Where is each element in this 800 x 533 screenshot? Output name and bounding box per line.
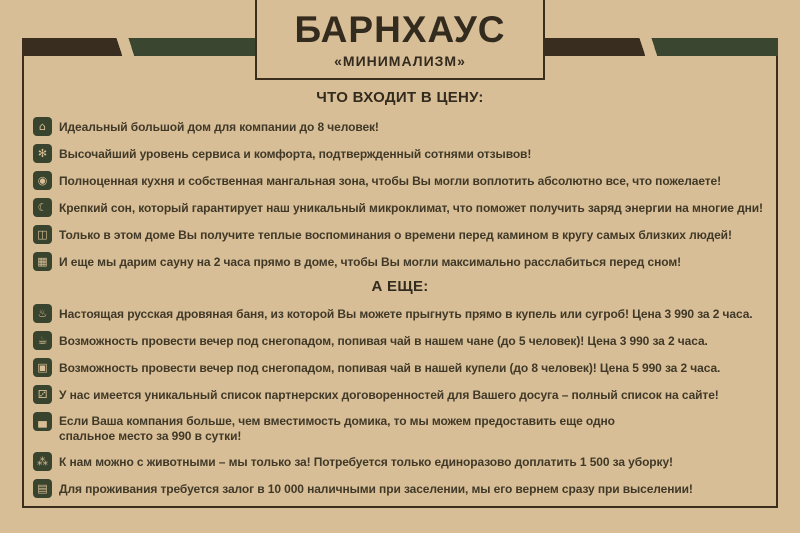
list-item [25,479,775,498]
tea-vat-icon: ☕ [33,331,52,350]
list-item-text: К нам можно с животными – мы только за! Потребуется только единоразово доплатить 1 500 за уборку! [59,455,673,469]
sparkles-icon: ✻ [33,144,52,163]
list-item-text: У нас имеется уникальный список партнерских договоренностей для Вашего досуга – полный список на сайте! [59,388,719,402]
sections [25,90,775,506]
list-item [25,331,775,350]
page-title: БАРНХАУС [294,9,506,50]
extra-bed-icon: ▄ [33,412,52,431]
dining-icon: ◉ [33,171,52,190]
list-item-text: Если Ваша компания больше, чем вместимость домика, то мы можем предоставить еще одно спальное место за 990 в сутки! [59,414,615,443]
list-item-text: Настоящая русская дровяная баня, из которой Вы можете прыгнуть прямо в купель или сугроб! Цена 3 990 за 2 часа. [59,307,753,321]
paw-icon: ⁂ [33,452,52,471]
sauna-icon: ▦ [33,252,52,271]
section-included [25,90,775,271]
list-item [25,117,775,136]
header-card [255,0,545,80]
list-item-text: Для проживания требуется залог в 10 000 наличными при заселении, мы его вернем сразу при выселении! [59,482,693,496]
wallet-icon: ▤ [33,479,52,498]
section-extras [25,279,775,498]
list-item-text: Возможность провести вечер под снегопадом, попивая чай в нашей купели (до 8 человек)! Цена 5 990 за 2 часа. [59,361,721,375]
house-icon: ⌂ [33,117,52,136]
fireplace-icon: ◫ [33,225,52,244]
list-item [25,144,775,163]
list-item [25,225,775,244]
list-item [25,198,775,217]
moon-icon: ☾ [33,198,52,217]
list-item-text: Только в этом доме Вы получите теплые воспоминания о времени перед камином в кругу самых близких людей! [59,228,732,242]
dice-icon: ⚂ [33,385,52,404]
decorative-stripe-left [22,38,255,56]
list-item [25,252,775,271]
banya-icon: ♨ [33,304,52,323]
list-item-text: Крепкий сон, который гарантирует наш уникальный микроклимат, что поможет получить заряд энергии на многие дни! [59,201,763,215]
list-item-text: Идеальный большой дом для компании до 8 человек! [59,120,379,134]
page-subtitle: «МИНИМАЛИЗМ» [334,53,466,69]
list-item [25,412,775,444]
decorative-stripe-right [545,38,778,56]
list-item [25,452,775,471]
section-rows [25,304,775,498]
list-item [25,171,775,190]
list-item [25,385,775,404]
list-item-text: Полноценная кухня и собственная мангальная зона, чтобы Вы могли воплотить абсолютно все, что пожелаете! [59,174,721,188]
list-item [25,304,775,323]
list-item-text: Возможность провести вечер под снегопадом, попивая чай в нашем чане (до 5 человек)! Цена 3 990 за 2 часа. [59,334,708,348]
hot-tub-icon: ▣ [33,358,52,377]
section-heading-extras: А ЕЩЕ: [371,278,429,295]
section-heading-included: ЧТО ВХОДИТ В ЦЕНУ: [316,89,484,106]
list-item-text: И еще мы дарим сауну на 2 часа прямо в доме, чтобы Вы могли максимально расслабиться перед сном! [59,255,681,269]
list-item [25,358,775,377]
section-rows [25,117,775,271]
list-item-text: Высочайший уровень сервиса и комфорта, подтвержденный сотнями отзывов! [59,147,532,161]
